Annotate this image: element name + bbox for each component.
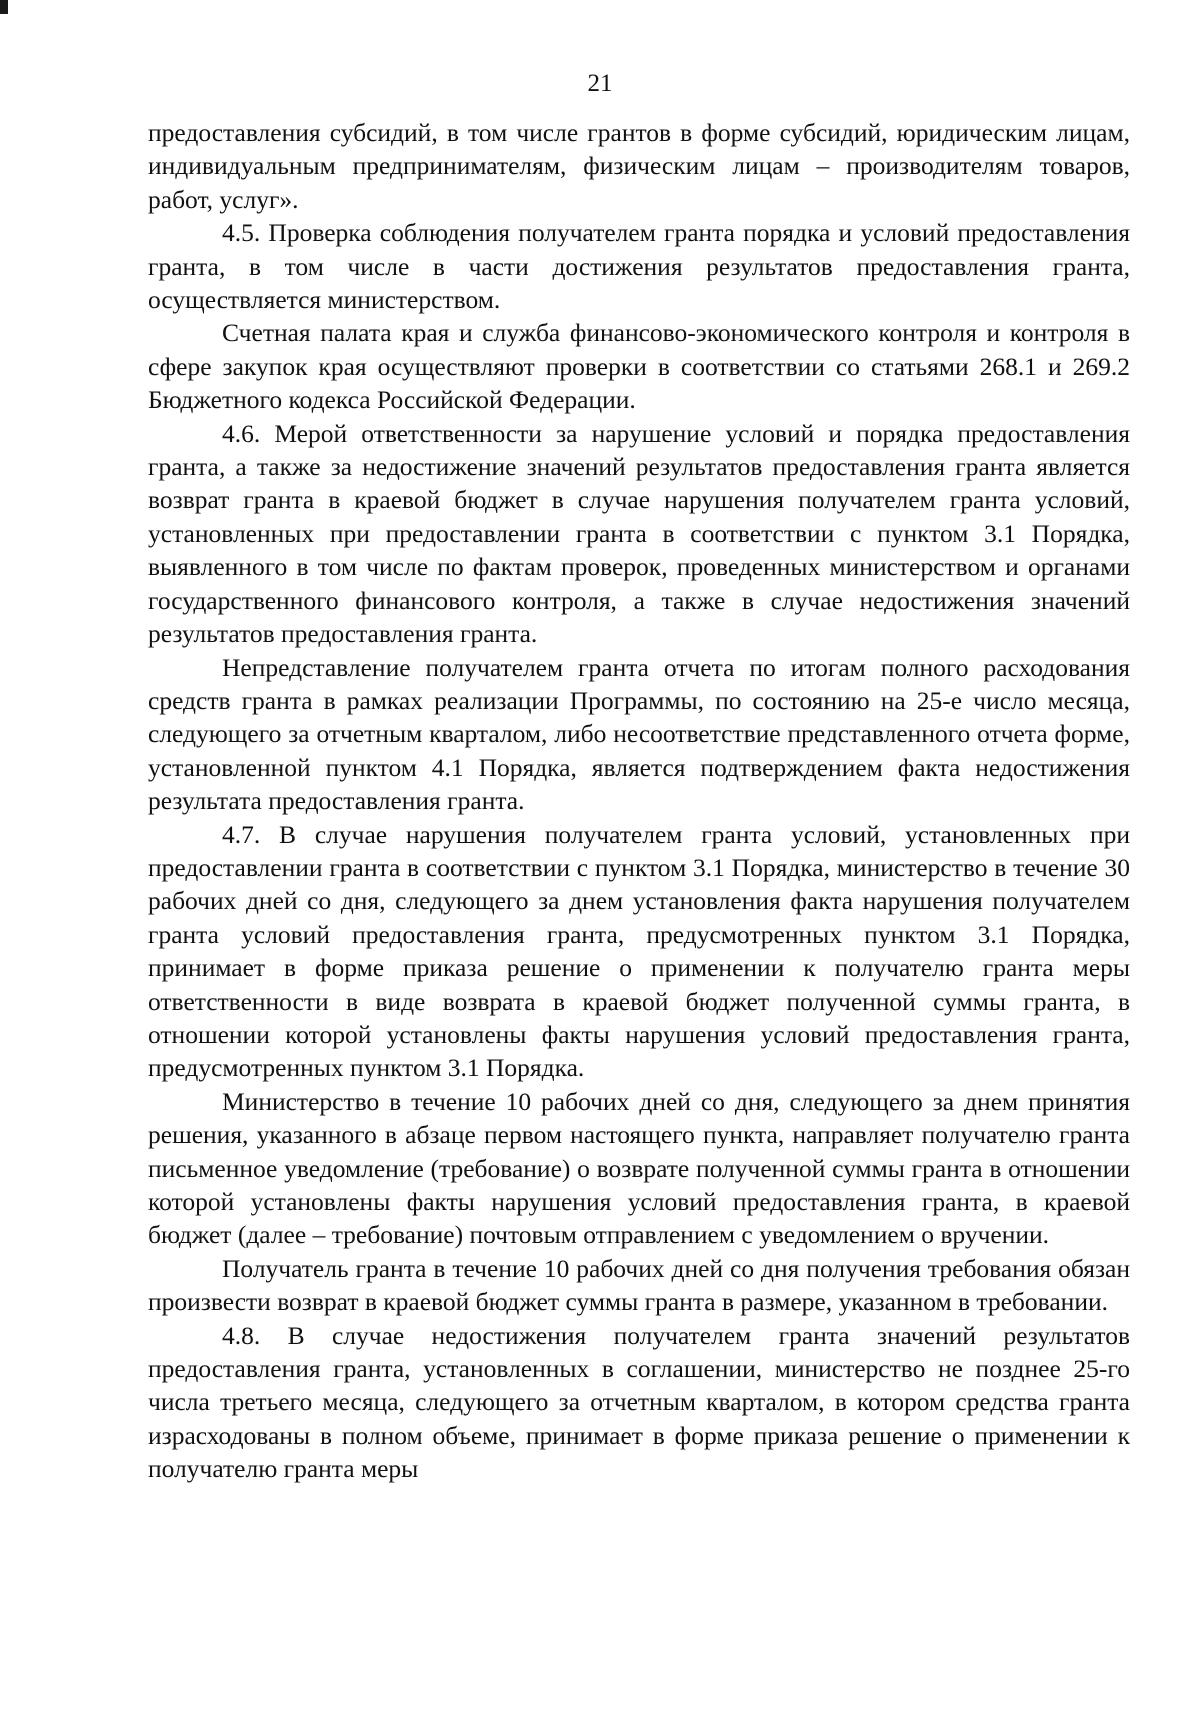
paragraph-continuation: предоставления субсидий, в том числе грантов в форме субсидий, юридическим лицам, индивидуальным предпринимателям, физическим лицам – производителям товаров, работ, услуг». [148,118,1130,214]
page-number: 21 [587,70,613,97]
paragraph-4-5: 4.5. Проверка соблюдения получателем гранта порядка и условий предоставления гранта, в том числе в части достижения результатов предоставления гранта, осуществляется министерством. [148,218,1130,315]
document-body [148,116,1130,1486]
paragraph-recipient-refund: Получатель гранта в течение 10 рабочих дней со дня получения требования обязан произвести возврат в краевой бюджет суммы гранта в размере, указанном в требовании. [148,1253,1130,1317]
paragraph-4-7: 4.7. В случае нарушения получателем гранта условий, установленных при предоставлении гранта в соответствии с пунктом 3.1 Порядка, министерство в течение 30 рабочих дней со дня, следующего за днем установления факта нарушения получателем гранта условий предоставления гранта, предусмотренных пунктом 3.1 Порядка, принимает в форме приказа решение о применении к получателю гранта меры ответственности в виде возврата в краевой бюджет полученной суммы гранта, в отношении которой установлены факты нарушения условий предоставления гранта, предусмотренных пунктом 3.1 Порядка. [148,819,1130,1083]
paragraph-ministry-notice: Министерство в течение 10 рабочих дней со дня, следующего за днем принятия решения, указанного в абзаце первом настоящего пункта, направляет получателю гранта письменное уведомление (требование) о возврате полученной суммы гранта в отношении которой установлены факты нарушения условий предоставления гранта, в краевой бюджет (далее – требование) почтовым отправлением с уведомлением о вручении. [148,1086,1130,1250]
paragraph-report-failure: Непредставление получателем гранта отчета по итогам полного расходования средств гранта в рамках реализации Программы, по состоянию на 25-е число месяца, следующего за отчетным кварталом, либо несоответствие представленного отчета форме, установленной пунктом 4.1 Порядка, является подтверждением факта недостижения результата предоставления гранта. [148,652,1130,816]
paragraph-4-6: 4.6. Мерой ответственности за нарушение условий и порядка предоставления гранта, а также за недостижение значений результатов предоставления гранта является возврат гранта в краевой бюджет в случае нарушения получателем гранта условий, установленных при предоставлении гранта в соответствии с пунктом 3.1 Порядка, выявленного в том числе по фактам проверок, проведенных министерством и органами государственного финансового контроля, а также в случае недостижения значений результатов предоставления гранта. [148,418,1130,649]
paragraph-4-8: 4.8. В случае недостижения получателем гранта значений результатов предоставления гранта, установленных в соглашении, министерство не позднее 25-го числа третьего месяца, следующего за отчетным кварталом, в котором средства гранта израсходованы в полном объеме, принимает в форме приказа решение о применении к получателю гранта меры [148,1320,1130,1484]
scan-corner-mark [0,0,8,14]
paragraph-audit-chamber: Счетная палата края и служба финансово-экономического контроля и контроля в сфере закупок края осуществляют проверки в соответствии со статьями 268.1 и 269.2 Бюджетного кодекса Российской Федерации. [148,318,1130,415]
